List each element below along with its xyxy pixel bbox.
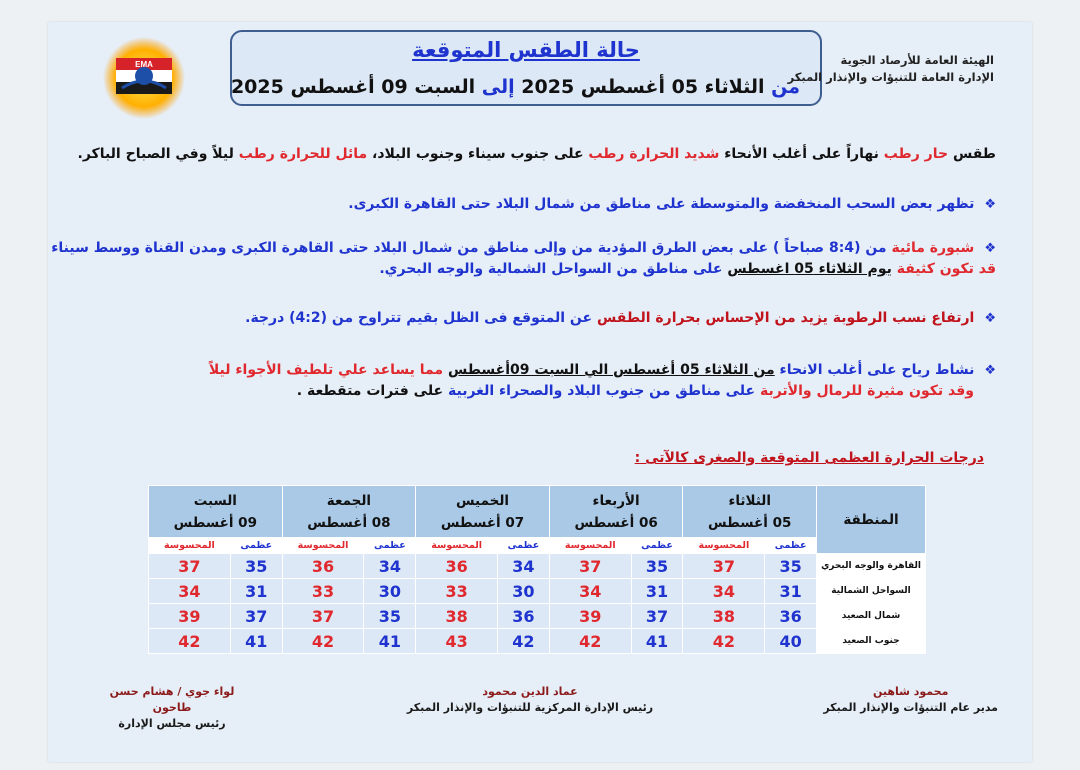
page-title: حالة الطقس المتوقعة [412,38,640,62]
ema-logo [102,36,186,120]
bullet-wind: ❖نشاط رياح على أغلب الانحاء من الثلاثاء 05 أغسطس الي السبت 09أغسطس مما يساعد علي تلطيف الأجواء ليلاً وقد تكون مثيرة للرمال والأتربة على مناطق من جنوب البلاد والصحراء الغربية على فترات متقطعة . [208,362,996,399]
signature-middle: عماد الدين محمود رئيس الإدارة المركزية للتنبؤات والإنذار المبكر [406,685,654,714]
day-header: السبت 09 أغسطس [149,486,283,538]
organization-header [788,52,994,86]
bullet-diamond-icon: ❖ [984,363,996,378]
bullet-diamond-icon: ❖ [984,311,996,326]
table-row: السواحل الشمالية 31 34 31 34 30 33 30 33 31 34 [149,579,926,604]
day-header: الخميس 07 أغسطس [416,486,550,538]
signature-left: لواء جوي / هشام حسن طاحون رئيس مجلس الإدارة [109,685,235,730]
table-row: جنوب الصعيد 40 42 41 42 42 43 41 42 41 42 [149,629,926,654]
bullet-diamond-icon: ❖ [984,197,996,212]
temperature-table [148,485,926,654]
date-range: من الثلاثاء 05 أغسطس 2025 إلى السبت 09 أغسطس 2025 [230,76,800,98]
day-header: الثلاثاء 05 أغسطس [683,486,817,538]
day-header: الجمعة 08 أغسطس [282,486,416,538]
sun-logo-icon [102,36,186,120]
weather-summary: طقس حار رطب نهاراً على أغلب الأنحاء شديد الحرارة رطب على جنوب سيناء وجنوب البلاد، مائل للحرارة رطب ليلاً وفي الصباح الباكر. [77,146,996,162]
title-box [230,30,822,106]
table-subheader-row: عظمى المحسوسة عظمى المحسوسة عظمى المحسوسة عظمى المحسوسة عظمى المحسوسة [149,538,926,554]
region-header: المنطقة [817,486,926,554]
table-row: القاهرة والوجه البحري 35 37 35 37 34 36 34 36 35 37 [149,554,926,579]
temperature-table-title: درجات الحرارة العظمى المتوقعة والصغرى كالآتى : [634,450,984,466]
bullet-clouds: ❖تظهر بعض السحب المنخفضة والمتوسطة على مناطق من شمال البلاد حتى القاهرة الكبرى. [348,196,996,212]
bullet-diamond-icon: ❖ [984,241,996,256]
org-name: الهيئة العامة للأرصاد الجوية [840,53,994,67]
signature-right: محمود شاهين مدير عام التنبؤات والإنذار المبكر [823,685,998,714]
org-department: الإدارة العامة للتنبؤات والإنذار المبكر [787,70,994,84]
svg-text:EMA: EMA [135,60,153,69]
bullet-fog: ❖شبورة مائية من (8:4 صباحاً ) على بعض الطرق المؤدية من وإلى مناطق من شمال البلاد حتى القاهرة الكبرى ومدن القناة ووسط سيناء قد تكون كثيفة يوم الثلاثاء 05 اغسطس على مناطق من السواحل الشمالية والوجه البحري. [51,240,996,277]
forecast-bulletin [48,22,1032,762]
day-header: الأربعاء 06 أغسطس [549,486,683,538]
bullet-humidity: ❖ارتفاع نسب الرطوبة يزيد من الإحساس بحرارة الطقس عن المتوقع فى الظل بقيم تتراوح من (4:2) درجة. [245,310,996,326]
table-header-row [149,486,926,538]
table-row: شمال الصعيد 36 38 37 39 36 38 35 37 37 39 [149,604,926,629]
